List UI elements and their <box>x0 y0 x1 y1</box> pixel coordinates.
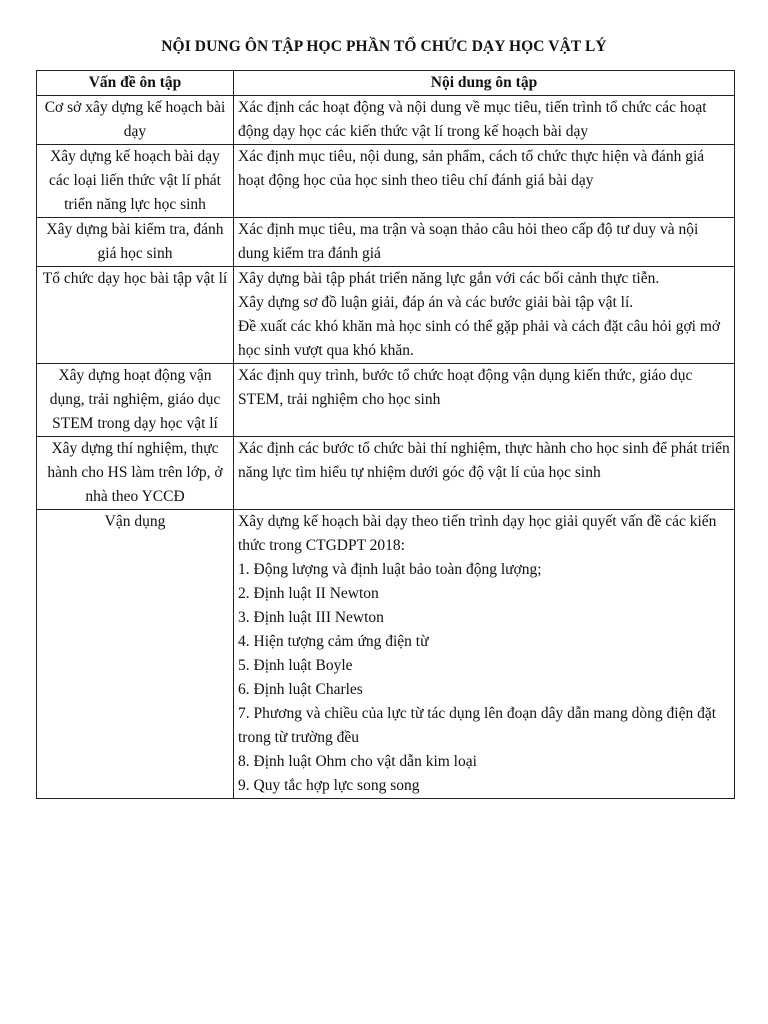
content-line: Xác định các bước tổ chức bài thí nghiệm, thực hành cho học sinh để phát triển năng lực tìm hiểu tự nhiệm dưới góc độ vật lí của học sinh <box>238 440 730 481</box>
table-row <box>37 364 735 437</box>
content-line: Xác định các hoạt động và nội dung về mục tiêu, tiến trình tổ chức các hoạt động dạy học các kiến thức vật lí trong kế hoạch bài dạy <box>238 99 707 140</box>
content-line: 3. Định luật III Newton <box>238 609 384 626</box>
content-line: 7. Phương và chiều của lực từ tác dụng lên đoạn dây dẫn mang dòng điện đặt trong từ trường đều <box>238 705 717 746</box>
row-topic: Xây dựng thí nghiệm, thực hành cho HS làm trên lớp, ở nhà theo YCCĐ <box>37 437 234 510</box>
row-content <box>234 267 735 364</box>
table-row <box>37 267 735 364</box>
content-line: 1. Động lượng và định luật bảo toàn động lượng; <box>238 561 542 578</box>
content-line: 9. Quy tắc hợp lực song song <box>238 777 420 794</box>
content-line: Đề xuất các khó khăn mà học sinh có thể gặp phải và cách đặt câu hỏi gợi mở học sinh vượt qua khó khăn. <box>238 318 721 359</box>
content-line: 5. Định luật Boyle <box>238 657 353 674</box>
content-line: Xác định mục tiêu, nội dung, sản phẩm, cách tổ chức thực hiện và đánh giá hoạt động học của học sinh theo tiêu chí đánh giá bài dạy <box>238 148 705 189</box>
content-line: Xây dựng bài tập phát triển năng lực gắn với các bối cảnh thực tiễn. <box>238 270 660 287</box>
row-topic: Cơ sở xây dựng kế hoạch bài dạy <box>37 96 234 145</box>
table-row <box>37 145 735 218</box>
content-line: Xác định mục tiêu, ma trận và soạn thảo câu hỏi theo cấp độ tư duy và nội dung kiểm tra đánh giá <box>238 221 699 262</box>
row-topic: Xây dựng kế hoạch bài dạy các loại liến thức vật lí phát triển năng lực học sinh <box>37 145 234 218</box>
row-content <box>234 145 735 218</box>
table-row <box>37 510 735 799</box>
row-content <box>234 437 735 510</box>
row-content <box>234 96 735 145</box>
document-title: NỘI DUNG ÔN TẬP HỌC PHẦN TỔ CHỨC DẠY HỌC VẬT LÝ <box>161 38 607 55</box>
row-topic: Xây dựng bài kiểm tra, đánh giá học sinh <box>37 218 234 267</box>
header-content: Nội dung ôn tập <box>234 71 735 96</box>
row-topic: Xây dựng hoạt động vận dụng, trải nghiệm, giáo dục STEM trong dạy học vật lí <box>37 364 234 437</box>
row-topic: Tổ chức dạy học bài tập vật lí <box>37 267 234 364</box>
table-row <box>37 218 735 267</box>
content-line: 6. Định luật Charles <box>238 681 363 698</box>
content-line: Xác định quy trình, bước tổ chức hoạt động vận dụng kiến thức, giáo dục STEM, trải nghiệm cho học sinh <box>238 367 693 408</box>
content-line: Xây dựng sơ đồ luận giải, đáp án và các bước giải bài tập vật lí. <box>238 294 634 311</box>
header-topic: Vấn đề ôn tập <box>37 71 234 96</box>
content-line: Xây dựng kế hoạch bài dạy theo tiến trình dạy học giải quyết vấn đề các kiến thức trong CTGDPT 2018: <box>238 513 717 554</box>
review-table <box>36 70 735 799</box>
content-line: 8. Định luật Ohm cho vật dẫn kim loại <box>238 753 477 770</box>
row-content <box>234 218 735 267</box>
content-line: 4. Hiện tượng cảm ứng điện từ <box>238 633 429 650</box>
row-content <box>234 364 735 437</box>
table-header-row <box>37 71 735 96</box>
content-line: 2. Định luật II Newton <box>238 585 379 602</box>
table-row <box>37 96 735 145</box>
row-content <box>234 510 735 799</box>
row-topic: Vận dụng <box>37 510 234 799</box>
table-row <box>37 437 735 510</box>
